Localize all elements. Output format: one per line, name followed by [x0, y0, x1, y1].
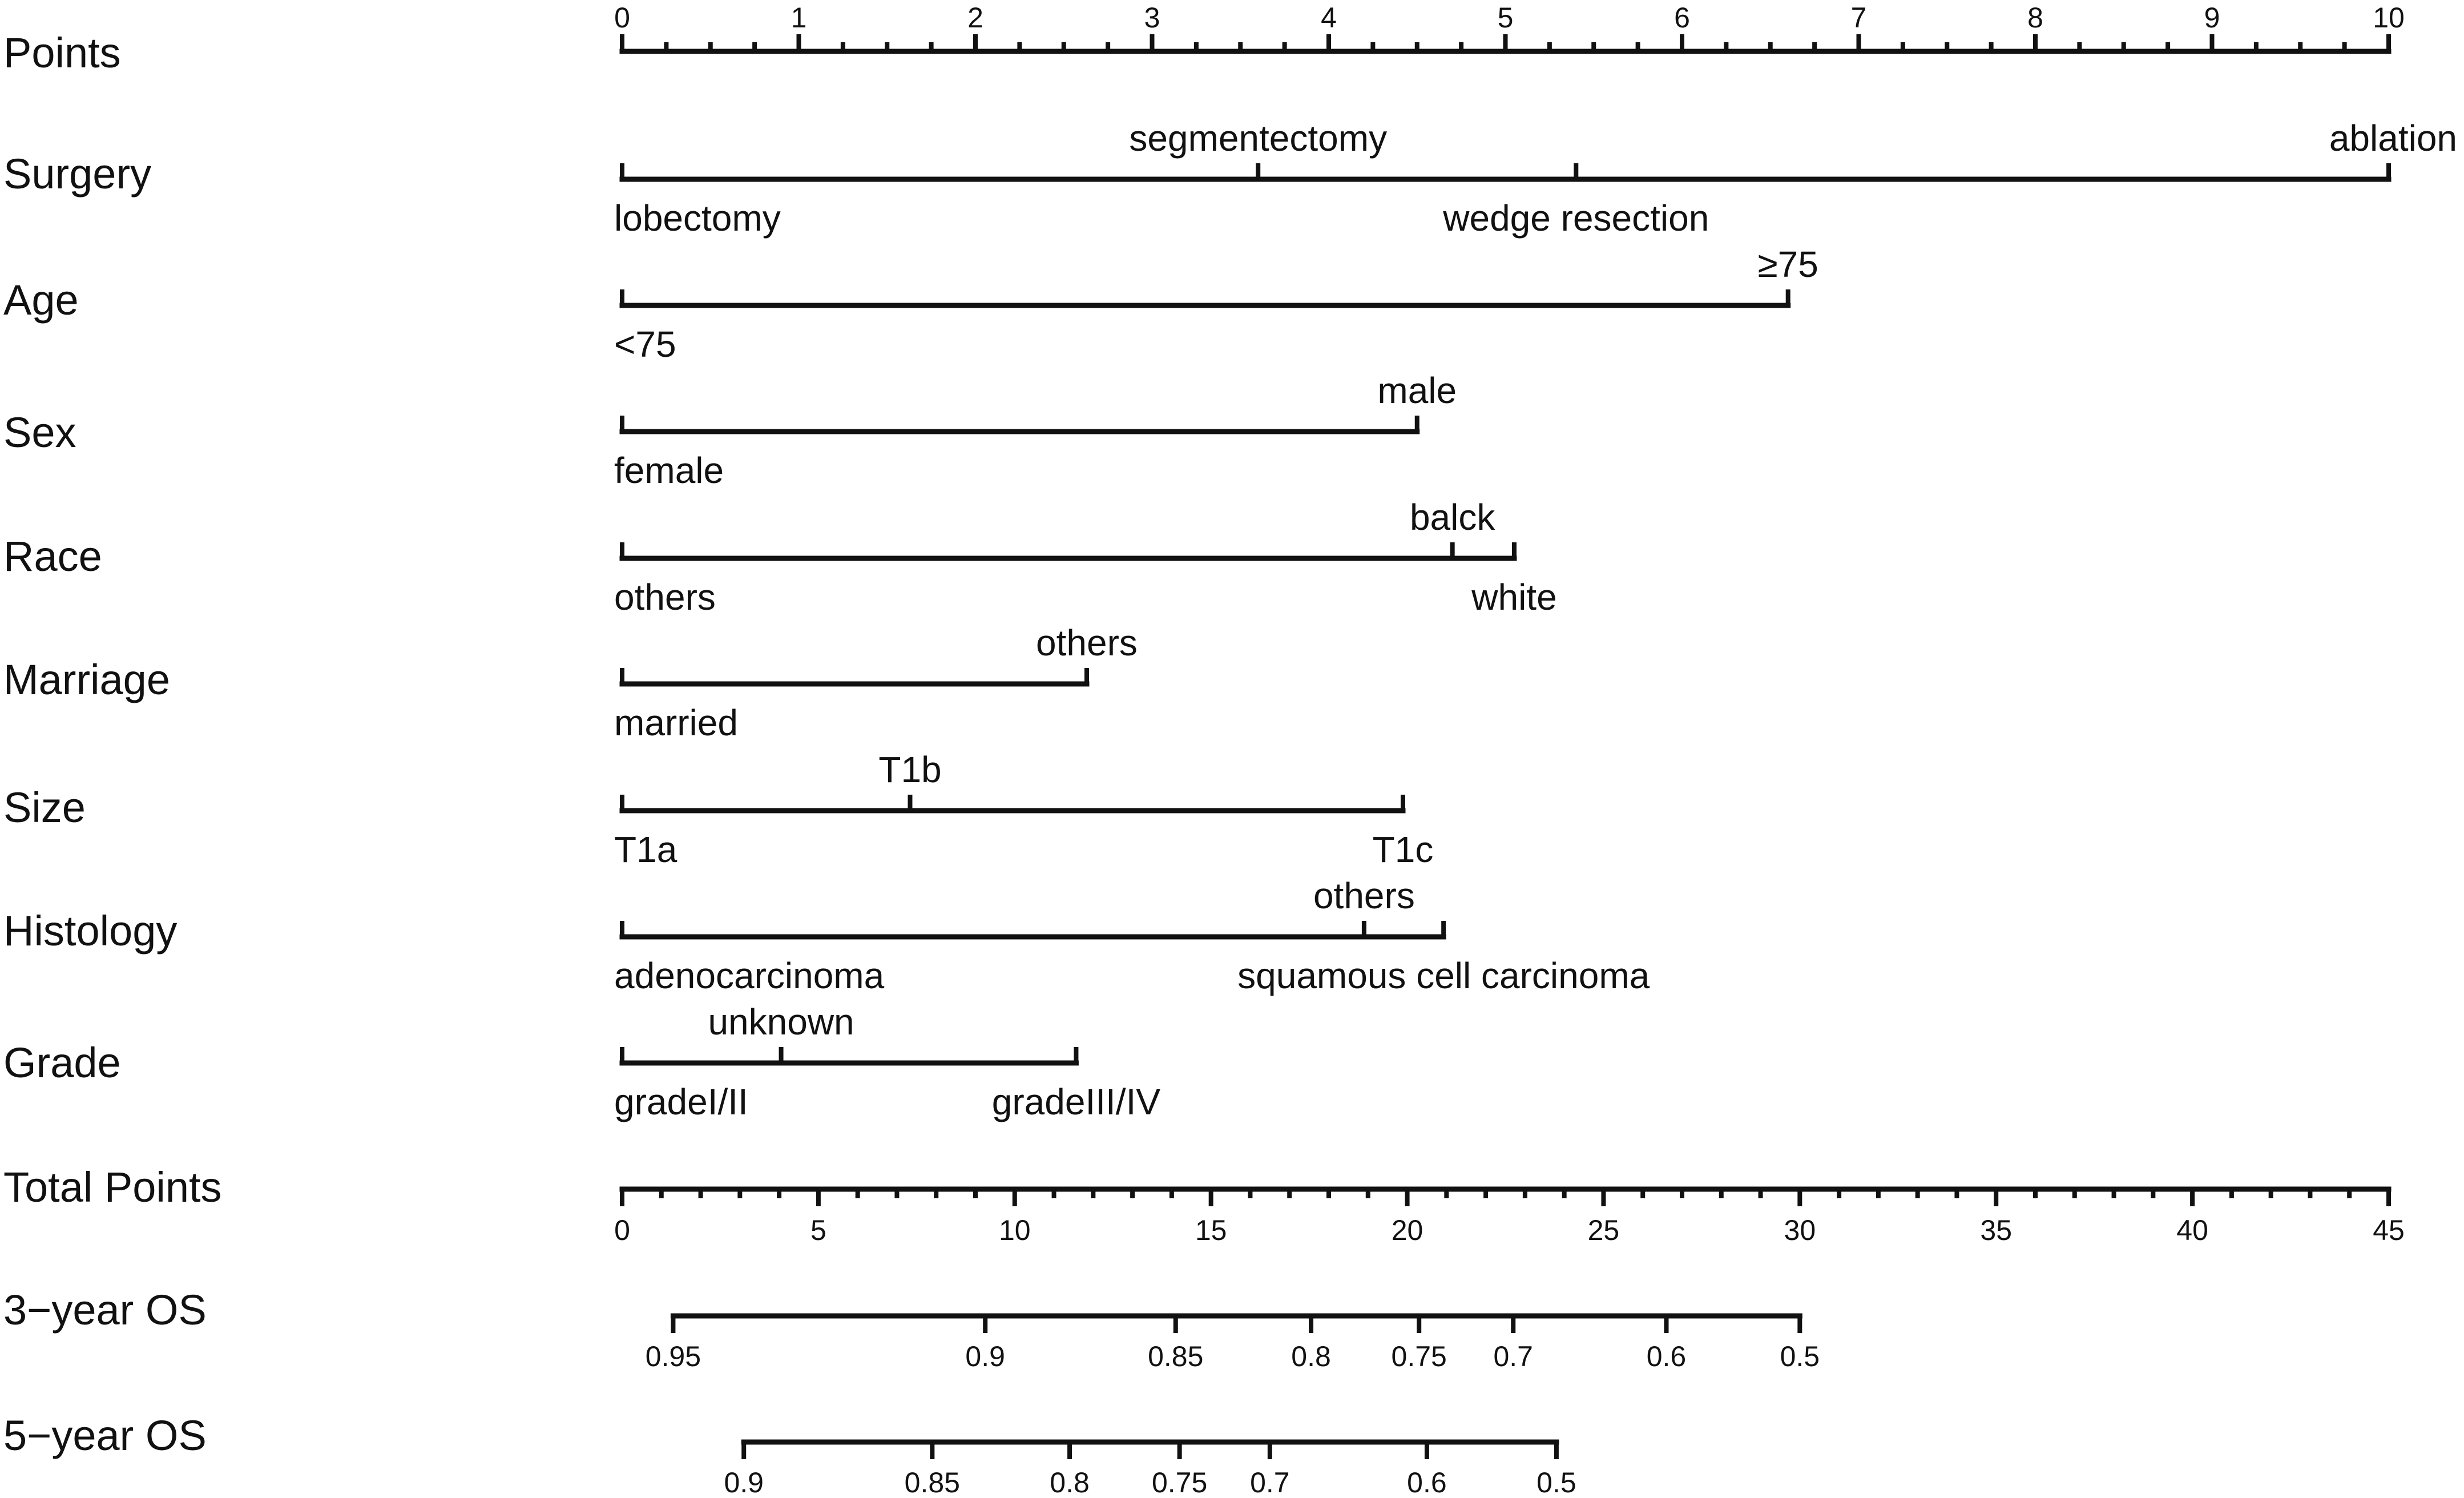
total-tick-label: 0	[614, 1214, 630, 1246]
level-label-others: others	[1313, 875, 1415, 916]
row-label-marriage: Marriage	[3, 656, 170, 703]
points-tick-label: 1	[791, 2, 807, 34]
points-tick-label: 8	[2027, 2, 2043, 34]
level-label-others: others	[1036, 622, 1138, 663]
level-label-ablation: ablation	[2329, 118, 2457, 159]
total-tick-label: 5	[810, 1214, 826, 1246]
points-tick-label: 9	[2204, 2, 2220, 34]
level-label-75: <75	[614, 324, 676, 365]
row-label-surgery: Surgery	[3, 150, 152, 198]
level-label-t1c: T1c	[1372, 829, 1434, 870]
points-tick-label: 6	[1674, 2, 1690, 34]
level-label-married: married	[614, 702, 738, 743]
level-label-others: others	[614, 577, 716, 618]
row-label-size: Size	[3, 784, 86, 831]
level-label-75: ≥75	[1757, 244, 1818, 285]
level-label-male: male	[1377, 370, 1457, 411]
level-label-segmentectomy: segmentectomy	[1129, 118, 1388, 159]
survival-tick-label: 0.6	[1646, 1340, 1687, 1372]
survival-tick-label: 0.5	[1537, 1467, 1576, 1498]
level-label-wedge-resection: wedge resection	[1443, 198, 1709, 239]
total-points-label: Total Points	[3, 1163, 222, 1211]
row-label-grade: Grade	[3, 1039, 121, 1086]
level-label-t1b: T1b	[878, 749, 942, 790]
row-labels	[3, 29, 222, 1459]
level-label-t1a: T1a	[614, 829, 678, 870]
points-tick-label: 3	[1144, 2, 1160, 34]
level-label-gradei-ii: gradeI/II	[614, 1081, 748, 1122]
survival-tick-label: 0.85	[904, 1467, 961, 1498]
level-label-gradeiii-iv: gradeIII/IV	[991, 1081, 1161, 1122]
survival-tick-label: 0.7	[1493, 1340, 1534, 1372]
level-label-female: female	[614, 450, 724, 491]
total-tick-label: 45	[2373, 1214, 2405, 1246]
survival-tick-label: 0.9	[965, 1340, 1005, 1372]
points-axis-label: Points	[3, 29, 121, 76]
level-label-adenocarcinoma: adenocarcinoma	[614, 955, 885, 996]
axes	[614, 2, 2457, 1498]
survival-tick-label: 0.7	[1250, 1467, 1290, 1498]
total-tick-label: 25	[1587, 1214, 1620, 1246]
row-label-sex: Sex	[3, 409, 76, 456]
survival-tick-label: 0.5	[1780, 1340, 1820, 1372]
points-tick-label: 10	[2373, 2, 2405, 34]
points-tick-label: 7	[1850, 2, 1867, 34]
survival-tick-label: 0.6	[1407, 1467, 1447, 1498]
level-label-white: white	[1471, 577, 1557, 618]
survival-tick-label: 0.85	[1148, 1340, 1204, 1372]
survival-tick-label: 0.95	[645, 1340, 701, 1372]
total-tick-label: 15	[1195, 1214, 1227, 1246]
points-tick-label: 2	[967, 2, 983, 34]
survival-axis-label-1: 3−year OS	[3, 1286, 207, 1334]
total-tick-label: 30	[1784, 1214, 1816, 1246]
total-tick-label: 35	[1980, 1214, 2013, 1246]
total-tick-label: 20	[1391, 1214, 1423, 1246]
points-tick-label: 4	[1321, 2, 1337, 34]
total-tick-label: 40	[2176, 1214, 2208, 1246]
level-label-squamous-cell-carcinoma: squamous cell carcinoma	[1237, 955, 1650, 996]
level-label-balck: balck	[1409, 497, 1495, 538]
level-label-lobectomy: lobectomy	[614, 198, 781, 239]
survival-axis-label-2: 5−year OS	[3, 1412, 207, 1459]
row-label-race: Race	[3, 533, 102, 580]
survival-tick-label: 0.9	[724, 1467, 764, 1498]
survival-tick-label: 0.8	[1050, 1467, 1090, 1498]
level-label-unknown: unknown	[708, 1001, 854, 1042]
survival-tick-label: 0.75	[1391, 1340, 1447, 1372]
survival-tick-label: 0.8	[1291, 1340, 1331, 1372]
points-tick-label: 0	[614, 2, 630, 34]
total-tick-label: 10	[998, 1214, 1031, 1246]
points-tick-label: 5	[1497, 2, 1514, 34]
row-label-age: Age	[3, 276, 79, 324]
row-label-histology: Histology	[3, 907, 178, 955]
survival-tick-label: 0.75	[1151, 1467, 1208, 1498]
